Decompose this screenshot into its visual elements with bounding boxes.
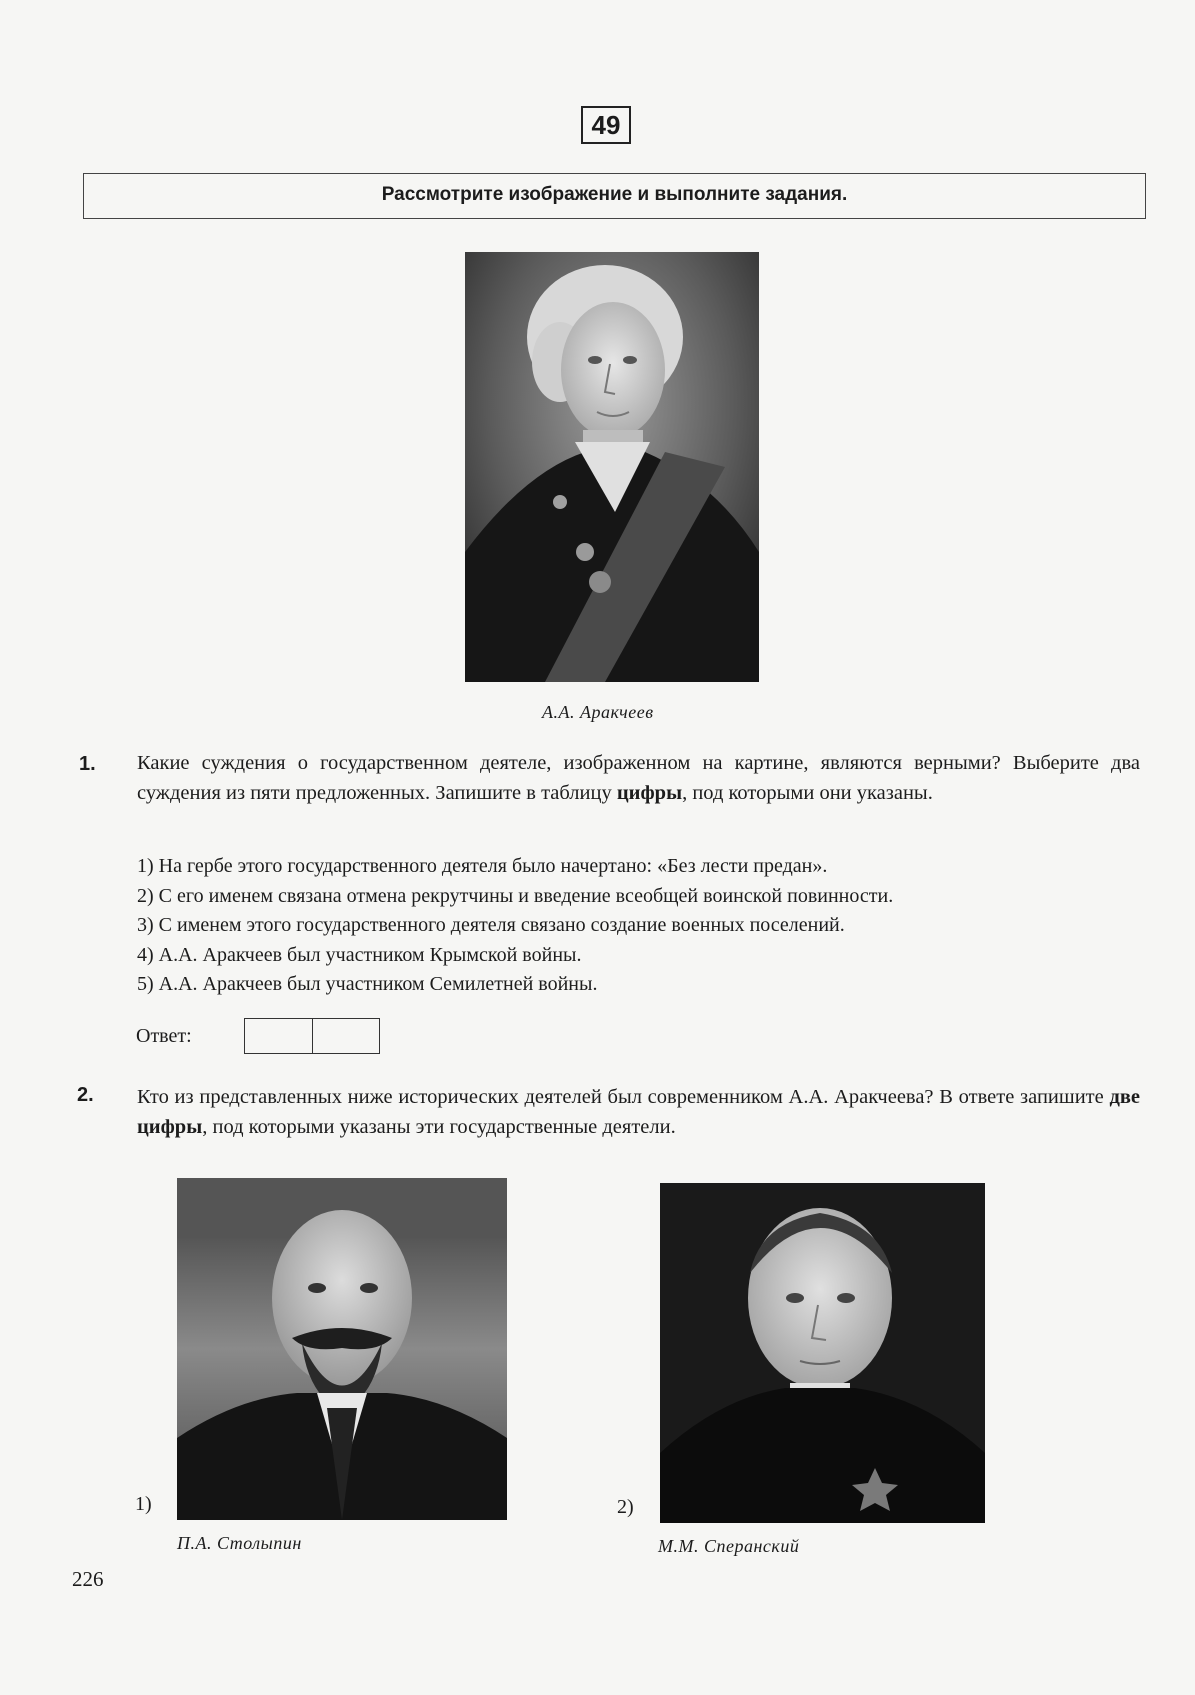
answer-cell-2[interactable] xyxy=(312,1019,380,1053)
option-1: 1) На гербе этого государственного деятеля было начертано: «Без лести предан». xyxy=(137,855,828,877)
candidate-1-label: 1) xyxy=(135,1493,152,1515)
question1-options xyxy=(137,852,1140,1000)
option-5: 5) А.А. Аракчеев был участником Семилетней войны. xyxy=(137,973,598,995)
variant-number: 49 xyxy=(581,106,631,144)
speransky-portrait xyxy=(660,1183,985,1523)
question2-number: 2. xyxy=(77,1084,94,1106)
option-2: 2) С его именем связана отмена рекрутчины и введение всеобщей воинской повинности. xyxy=(137,884,894,907)
answer-cell-1[interactable] xyxy=(245,1019,312,1053)
speransky-caption: М.М. Сперанский xyxy=(658,1536,800,1556)
question2-text: Кто из представленных ниже исторических деятелей был современником А.А. Аракчеева? В ответе запишите две цифры, под которыми указаны эти государственные деятели. xyxy=(137,1086,1140,1138)
stolypin-photo xyxy=(177,1178,507,1520)
option-3: 3) С именем этого государственного деятеля связано создание военных поселений. xyxy=(137,914,845,936)
answer-label: Ответ: xyxy=(136,1025,192,1047)
instruction-box: Рассмотрите изображение и выполните задания. xyxy=(83,173,1146,219)
stolypin-caption: П.А. Столыпин xyxy=(177,1533,302,1553)
option-4: 4) А.А. Аракчеев был участником Крымской войны. xyxy=(137,943,582,966)
arakcheev-portrait xyxy=(465,252,759,682)
candidate-2-label: 2) xyxy=(617,1496,634,1518)
question1-number: 1. xyxy=(79,753,96,775)
question1-text: Какие суждения о государственном деятеле, изображенном на картине, являются верными? Выберите два суждения из пяти предложенных. Запишите в таблицу цифры, под которыми они указаны. xyxy=(137,752,1140,804)
arakcheev-caption: А.А. Аракчеев xyxy=(542,702,654,722)
page-number: 226 xyxy=(72,1567,104,1591)
answer-table[interactable] xyxy=(244,1018,380,1054)
